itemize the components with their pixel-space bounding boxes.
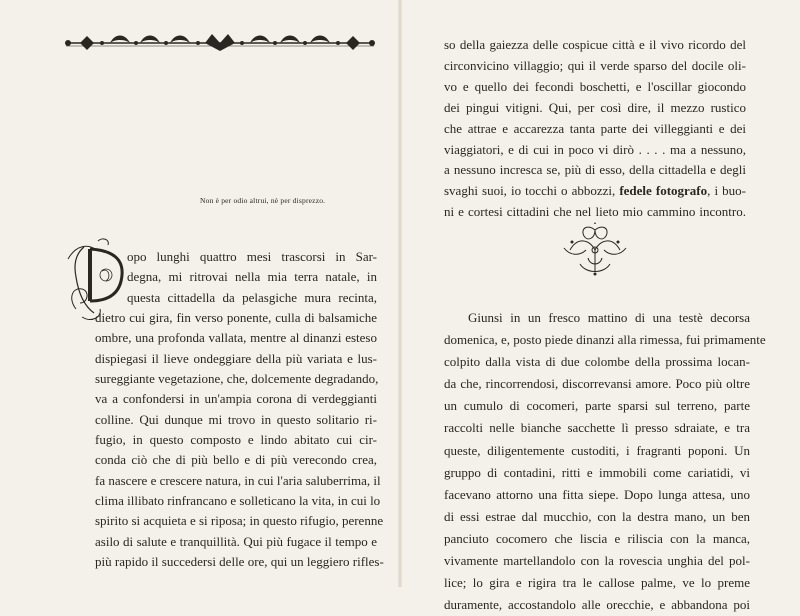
text-line: so della gaiezza delle cospicue città e il vivo ricordo del (444, 37, 746, 52)
text-line: lice; lo gira e rigira tra le callose palme, ve lo preme (444, 575, 750, 591)
left-body-text (95, 247, 384, 573)
text-line: panciuto cocomero che liscia e riliscia con la manca, (444, 530, 750, 546)
text-line: fugio, in questo composto e lindo abitato cui cir- (95, 432, 377, 448)
text-line: degna, mi ritrovai nella mia terra natale, in (127, 269, 377, 285)
text-line-with-bold (444, 181, 746, 202)
text-line: ni e cortesi cittadini che nel lieto mio cammino incontro. (444, 204, 746, 220)
text-line: di essi estrae dal mucchio, con la destra mano, un ben (444, 508, 750, 524)
left-page (0, 0, 400, 587)
text-line: duramente, accostandolo alle orecchie, e abbandona poi (444, 597, 750, 613)
text-line: queste, diligentemente custoditi, i fragranti poponi. Un (444, 442, 750, 458)
epigraph: Non è per odio altrui, nè per disprezzo. (200, 196, 326, 205)
text-line: a nessuno incresca se, più di esso, della cittadella e degli (444, 162, 746, 178)
text-line: un cumulo di cocomeri, parte sparsi sul terreno, parte (444, 398, 750, 414)
bold-phrase: fedele fotografo (619, 183, 708, 199)
text-line: spirito si acquieta e si riposa; in questo rifugio, perenne (95, 513, 384, 529)
text-line: dispiegasi il lieve ondeggiare della più variata e lus- (95, 350, 377, 366)
text-line: ombre, una profonda vallata, mentre al dinanzi esteso (95, 330, 377, 346)
text-line: colline. Qui dunque mi trovo in questo solitario ri- (95, 411, 377, 427)
text-line: gruppo di contadini, ritti e immobili come cariatidi, vi (444, 464, 750, 480)
text-line: circonvicino villaggio; qui il verde sparso del docile oli- (444, 57, 746, 73)
text-line: opo lunghi quattro mesi trascorsi in Sar- (127, 249, 377, 264)
text-line: fa nascere e crescere natura, in cui l'aria saluberrima, il (95, 472, 381, 488)
text-line: asilo di salute e tranquillità. Qui più fugace il tempo e (95, 533, 377, 549)
floral-vignette (560, 222, 630, 277)
text-fragment: , i buo- (707, 183, 746, 199)
right-top-text (444, 35, 746, 223)
text-line: dietro cui gira, fin verso ponente, culla di balsamiche (95, 310, 377, 326)
text-line: domenica, e, posto piede dinanzi alla rimessa, fui primamente (444, 332, 766, 348)
text-line: che attrae e accarezza tanta parte dei villeggianti e dei (444, 120, 746, 136)
text-line: da che, rincorrendosi, discorrevansi amore. Poco più oltre (444, 376, 750, 392)
text-line: va a confondersi in un'ampia corona di verdeggianti (95, 391, 377, 407)
text-line: sureggiante vegetazione, che, dolcemente degradando, (95, 371, 379, 387)
text-line: colpito dalla vista di due colombe della prossima locan- (444, 354, 750, 370)
text-line: clima illibato rinfrancano e solleticano la vita, in cui lo (95, 493, 381, 509)
text-fragment: svaghi suoi, io tocchi o abbozzi, (444, 183, 620, 199)
right-bottom-text (444, 307, 766, 616)
text-line: questa cittadella da pelasgiche mura recinta, (127, 289, 377, 305)
text-line: vivamente martellandolo con la rovescia unghia del pol- (444, 553, 750, 569)
text-line: conda ciò che di più bello e di più verecondo crea, (95, 452, 377, 468)
text-line: vo e quello dei fecondi boschetti, e l'oscillar giocondo (444, 78, 746, 94)
text-line: viaggiatori, e di cui in poco vi dirò . . . . ma a nessuno, (444, 141, 746, 157)
text-line: Giunsi in un fresco mattino di una testè decorsa (468, 310, 750, 325)
text-line: dei pingui vitigni. Qui, per così dire, il mezzo rustico (444, 99, 746, 115)
header-ornament-band (60, 33, 380, 53)
text-line: più rapido il succedersi delle ore, qui un leggiero rifles- (95, 554, 384, 570)
text-line: facevano attorno una fitta siepe. Dopo lunga attesa, uno (444, 486, 750, 502)
text-line: raccolti nelle bianche sacchette lì presso sdraiate, e tra (444, 420, 750, 436)
